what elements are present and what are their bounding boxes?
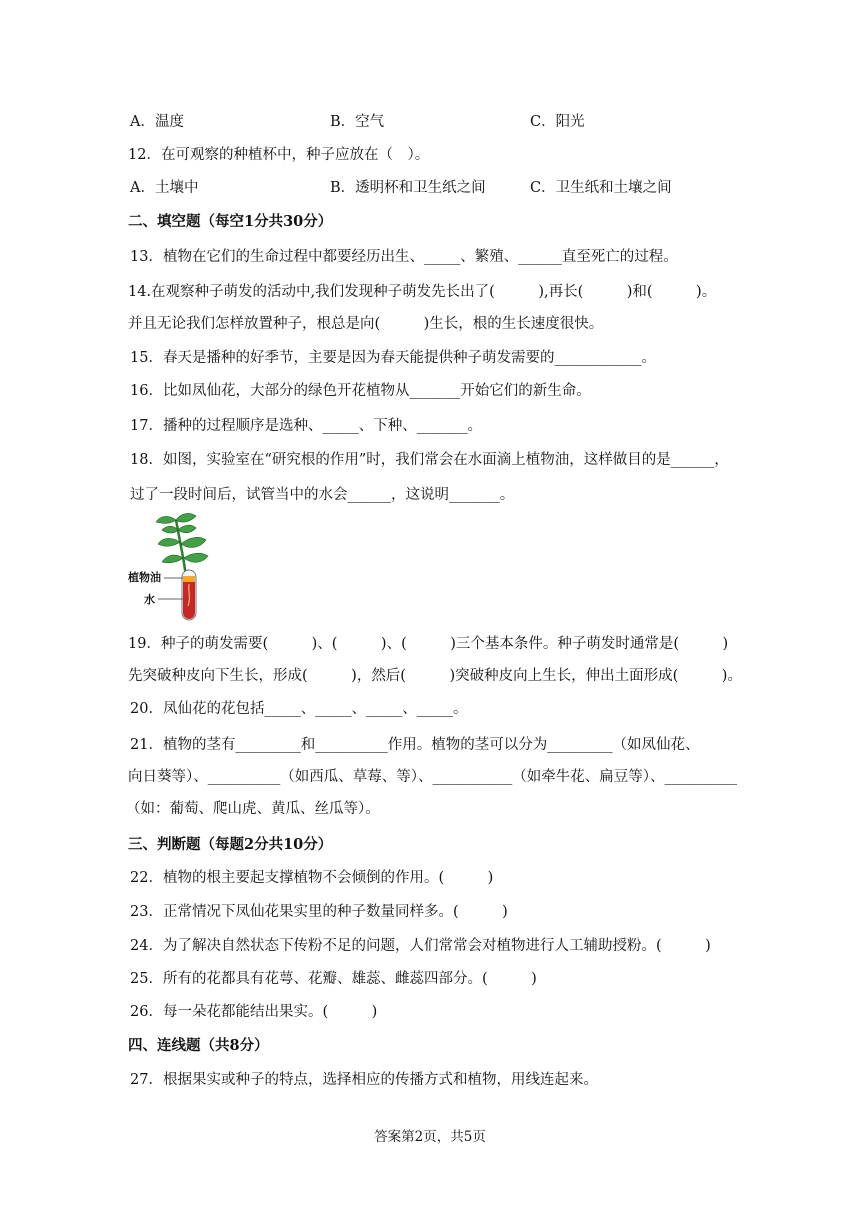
- q12-stem: 12．在可观察的种植杯中，种子应放在（ ）。: [128, 147, 430, 163]
- question-21-line1: 21．植物的茎有_________和__________作用。植物的茎可以分为_________（如凤仙花、: [130, 737, 700, 753]
- section4-heading: 四、连线题（共8分）: [128, 1037, 269, 1054]
- question-18-line2: 过了一段时间后，试管当中的水会______，这说明_______。: [130, 487, 515, 503]
- question-21-line2: 向日葵等）、__________（如西瓜、草莓、等）、___________（如牵牛花、扁豆等）、__________: [128, 769, 737, 785]
- question-26: 26．每一朵花都能结出果实。( ): [130, 1004, 378, 1020]
- question-22: 22．植物的根主要起支撑植物不会倾倒的作用。( ): [130, 870, 494, 886]
- question-27: 27．根据果实或种子的特点，选择相应的传播方式和植物，用线连起来。: [130, 1072, 598, 1088]
- q12-option-b: B．透明杯和卫生纸之间: [330, 180, 486, 196]
- question-14-line2: 并且无论我们怎样放置种子，根总是向( )生长，根的生长速度很快。: [128, 316, 604, 332]
- q11-option-b: B．空气: [330, 114, 385, 130]
- question-20: 20．凤仙花的花包括_____、_____、_____、_____。: [130, 701, 468, 717]
- question-19-line2: 先突破种皮向下生长，形成( )，然后( )突破种皮向上生长，伸出土面形成( )。: [128, 668, 742, 684]
- question-13: 13．植物在它们的生命过程中都要经历出生、_____、繁殖、______直至死亡的过程。: [130, 249, 678, 265]
- q12-option-a: A．土壤中: [130, 180, 199, 196]
- question-15: 15．春天是播种的好季节，主要是因为春天能提供种子萌发需要的____________。: [130, 350, 656, 366]
- question-24: 24．为了解决自然状态下传粉不足的问题，人们常常会对植物进行人工辅助授粉。( ): [130, 938, 711, 954]
- test-tube-figure: [128, 512, 218, 622]
- question-17: 17．播种的过程顺序是选种、_____、下种、_______。: [130, 418, 482, 434]
- question-19-line1: 19．种子的萌发需要( )、( )、( )三个基本条件。种子萌发时通常是( ): [128, 636, 729, 652]
- section2-heading: 二、填空题（每空1分共30分）: [128, 213, 333, 230]
- question-23: 23．正常情况下凤仙花果实里的种子数量同样多。( ): [130, 904, 508, 920]
- plant-in-test-tube-image: [128, 512, 218, 622]
- section3-heading: 三、判断题（每题2分共10分）: [128, 836, 333, 853]
- q12-option-c: C．卫生纸和土壤之间: [530, 180, 672, 196]
- question-14-line1: 14.在观察种子萌发的活动中,我们发现种子萌发先长出了( ),再长( )和( )。: [128, 284, 717, 300]
- q11-option-a: A．温度: [130, 114, 184, 130]
- page-footer: 答案第2页，共5页: [374, 1129, 486, 1145]
- question-21-line3: （如：葡萄、爬山虎、黄瓜、丝瓜等）。: [126, 801, 380, 817]
- oil-label: 植物油: [128, 571, 161, 584]
- question-16: 16．比如凤仙花，大部分的绿色开花植物从_______开始它们的新生命。: [130, 383, 591, 399]
- water-label: 水: [144, 593, 155, 606]
- q11-option-c: C．阳光: [530, 114, 585, 130]
- question-18-line1: 18．如图，实验室在“研究根的作用”时，我们常会在水面滴上植物油，这样做目的是______，: [130, 452, 729, 468]
- question-25: 25．所有的花都具有花萼、花瓣、雄蕊、雌蕊四部分。( ): [130, 971, 537, 987]
